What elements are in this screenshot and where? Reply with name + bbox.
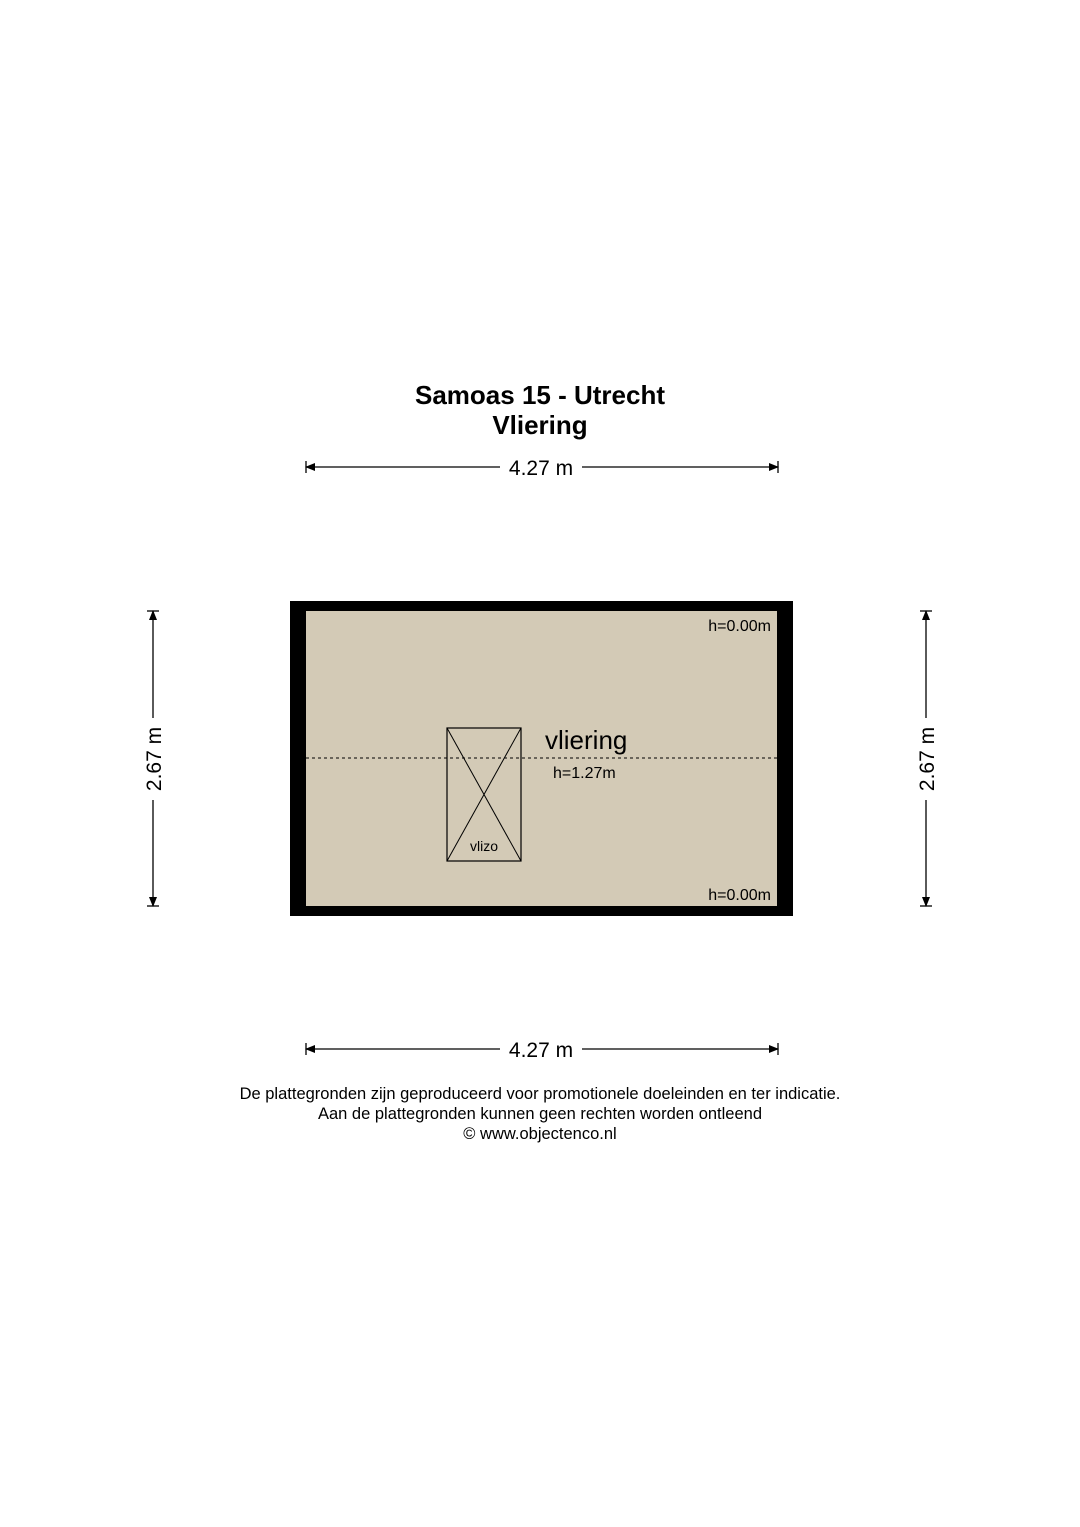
- left-depth-dimension: [143, 611, 166, 906]
- top-width-label: 4.27 m: [508, 457, 574, 480]
- copyright-line: © www.objectenco.nl: [463, 1125, 617, 1143]
- plan-title-floor: Vliering: [492, 410, 588, 440]
- bottom-width-label: 4.27 m: [508, 1039, 574, 1062]
- top-width-dimension: [306, 457, 778, 480]
- hatch-label: vlizo: [469, 838, 499, 854]
- bottom-width-dimension: [306, 1039, 778, 1062]
- plan-title-address: Samoas 15 - Utrecht: [415, 380, 665, 410]
- room-name: vliering: [545, 725, 628, 755]
- eave-height-top-label: h=0.00m: [708, 618, 771, 635]
- left-depth-label: 2.67 m: [143, 726, 166, 792]
- disclaimer-line-2: Aan de plattegronden kunnen geen rechten worden ontleend: [317, 1105, 763, 1123]
- ridge-height-label: h=1.27m: [553, 765, 616, 782]
- disclaimer-line-1: De plattegronden zijn geproduceerd voor promotionele doeleinden en ter indicatie.: [239, 1085, 841, 1103]
- right-depth-label: 2.67 m: [916, 726, 939, 792]
- right-depth-dimension: [916, 611, 939, 906]
- eave-height-bottom-label: h=0.00m: [708, 887, 771, 904]
